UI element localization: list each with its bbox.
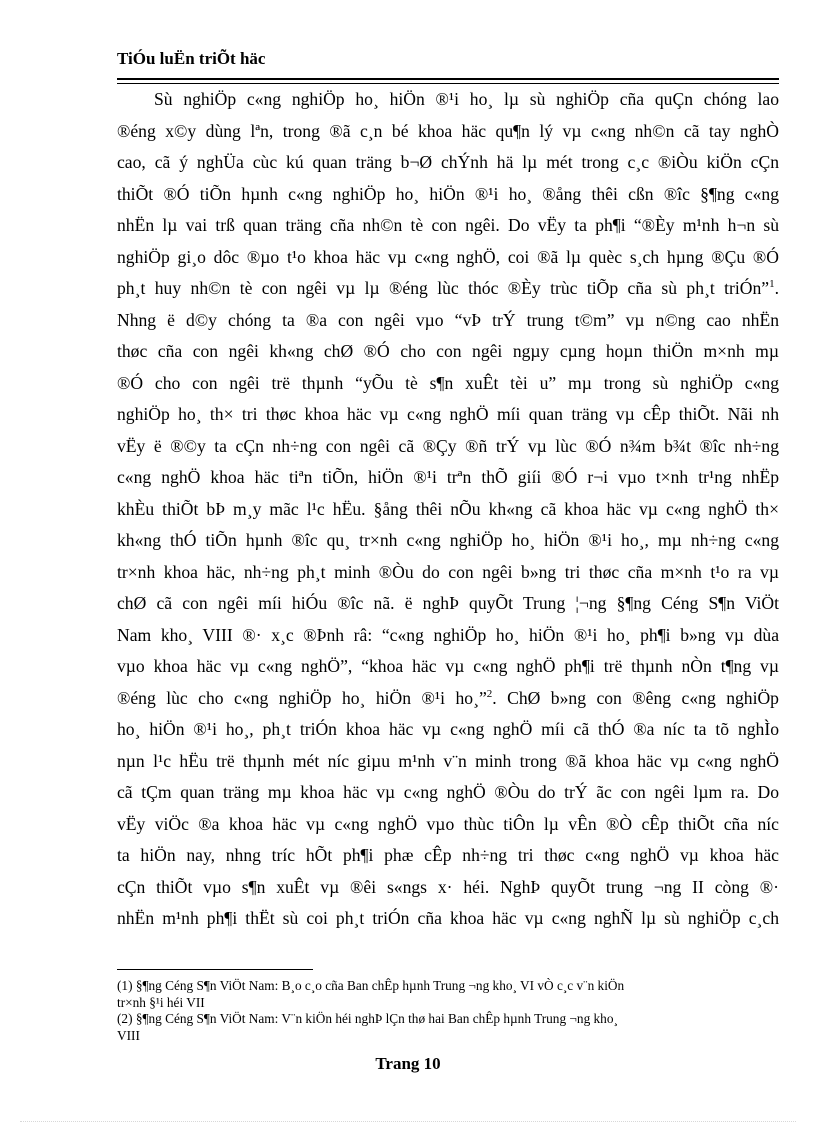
body-line: ta hiÖn nay, nhng tríc hÕt ph¶i phæ cÊp nh÷ng tri thøc c«ng nghÖ vµ khoa häc	[117, 845, 779, 865]
body-line: Nhng ë d©y chóng ta ®a con ngêi vµo “vÞ trÝ trung t©m” vµ n©ng cao nhËn	[117, 309, 779, 330]
body-line: nhËn m¹nh ph¶i thËt sù coi ph¸t triÓn cña khoa häc vµ c«ng nghÑ lµ sù nghiÖp c¸ch	[117, 908, 779, 928]
body-line: khÈu thiÕt bÞ m¸y mãc l¹c hËu. §ång thêi nÕu kh«ng cã khoa häc vµ c«ng nghÖ th×	[117, 498, 779, 519]
footnote-2-line-1: (2) §¶ng Céng S¶n ViÖt Nam: V¨n kiÖn héi nghÞ lÇn thø hai Ban chÊp hµnh Trung ¬ng kho¸	[117, 1011, 618, 1026]
body-line: ®Ó cho con ngêi trë thµnh “yÕu tè s¶n xuÊt tèi u” mµ trong sù nghiÖp c«ng	[117, 372, 779, 393]
body-line: vËy viÖc ®a khoa häc vµ c«ng nghÖ vµo thùc tiÔn lµ vÊn ®Ò cÊp thiÕt cña níc	[117, 813, 779, 834]
body-line: vµo khoa häc vµ c«ng nghÖ”, “khoa häc vµ c«ng nghÖ ph¶i trë thµnh nÒn t¶ng vµ	[117, 656, 779, 676]
footnote-separator	[117, 969, 313, 970]
body-line: thøc cña con ngêi kh«ng chØ ®Ó cho con ngêi ngµy cµng hoµn thiÖn m×nh mµ	[117, 341, 779, 361]
body-line: cÇn thiÕt vµo s¶n xuÊt vµ ®êi s«ngs x· héi. NghÞ quyÕt trung ¬ng II còng ®·	[117, 876, 779, 897]
document-header-title: TiÓu luËn triÕt häc	[117, 49, 266, 68]
body-line: nghiÖp gi¸o dôc ®µo t¹o khoa häc vµ c«ng nghÖ, coi ®ã lµ quèc s¸ch hµng ®Çu ®Ó	[117, 246, 779, 267]
body-line: vËy ë ®©y ta cÇn nh÷ng con ngêi cã ®Çy ®ñ trÝ vµ lùc ®Ó n¾m b¾t ®îc nh÷ng	[117, 435, 779, 456]
footnote-ref-1: 1	[769, 278, 775, 291]
body-line-tail: . ChØ b»ng con ®êng c«ng nghiÖp	[492, 687, 779, 708]
body-line: nghiÖp ho¸ th× tri thøc khoa häc vµ c«ng nghÖ míi quan träng vµ cÊp thiÕt. Nãi nh	[117, 404, 779, 424]
footnote-1-line-2: tr×nh §¹i héi VII	[117, 994, 205, 1010]
body-paragraph	[117, 84, 779, 966]
page-bottom-edge	[20, 1121, 796, 1122]
body-line-tail: .	[774, 278, 779, 298]
body-line: thiÕt ®Ó tiÕn hµnh c«ng nghiÖp ho¸ hiÖn ®¹i ho¸ ®ång thêi cßn ®îc §¶ng c«ng	[117, 183, 779, 204]
header-rule-thick	[117, 78, 779, 80]
page-number: Trang 10	[375, 1054, 441, 1073]
body-line-with-footnote-2	[117, 683, 779, 715]
body-line	[117, 935, 779, 967]
body-line: Sù nghiÖp c«ng nghiÖp ho¸ hiÖn ®¹i ho¸ lµ sù nghiÖp cña quÇn chóng lao	[154, 89, 779, 109]
body-line: cã tÇm quan träng mµ khoa häc vµ c«ng nghÖ ®Òu do trÝ ãc con ngêi lµm ra. Do	[117, 782, 779, 802]
body-line-text: ®éng lùc cho c«ng nghiÖp ho¸ hiÖn ®¹i ho¸”	[117, 687, 487, 708]
footnote-ref-2: 2	[486, 687, 493, 700]
footnote-2-line-2: VIII	[117, 1027, 140, 1043]
body-line-text: ph¸t huy nh©n tè con ngêi vµ lµ ®éng lùc thóc ®Èy trùc tiÕp cña sù ph¸t triÓn”	[117, 278, 770, 298]
body-line: c«ng nghÖ khoa häc tiªn tiÕn, hiÖn ®¹i trªn thÕ giíi ®Ó r¬i vµo t×nh tr¹ng nhËp	[117, 467, 779, 487]
body-line: tr×nh khoa häc, nh÷ng ph¸t minh ®Òu do con ngêi b»ng tri thøc cña m×nh t¹o ra vµ	[117, 561, 779, 582]
body-line: nµn l¹c hËu trë thµnh mét níc giµu m¹nh v¨n minh trong ®ã khoa häc vµ c«ng nghÖ	[117, 750, 779, 771]
body-line: kh«ng thÓ tiÕn hµnh ®îc qu¸ tr×nh c«ng nghiÖp ho¸ hiÖn ®¹i ho¸, mµ nh÷ng c«ng	[117, 530, 779, 550]
footnote-1-line-1: (1) §¶ng Céng S¶n ViÖt Nam: B¸o c¸o cña Ban chÊp hµnh Trung ¬ng kho¸ VI vÒ c¸c v¨n kiÖn	[117, 978, 625, 993]
body-line: ®éng x©y dùng lªn, trong ®ã c¸n bé khoa häc qu¶n lý vµ c«ng nh©n cã tay nghÒ	[117, 120, 779, 141]
body-line: chØ cã con ngêi míi hiÓu ®îc nã. ë nghÞ quyÕt Trung ¦¬ng §¶ng Céng S¶n ViÖt	[117, 593, 779, 613]
footnotes	[117, 978, 767, 1044]
body-line: ho¸ hiÖn ®¹i ho¸, ph¸t triÓn khoa häc vµ c«ng nghÖ míi cã thÓ ®a níc ta tõ nghÌo	[117, 719, 779, 739]
body-line: Nam kho¸ VIII ®· x¸c ®Þnh râ: “c«ng nghiÖp ho¸ hiÖn ®¹i ho¸ ph¶i b»ng vµ dùa	[117, 624, 779, 645]
body-line-with-footnote-1	[117, 273, 779, 305]
body-line: cao, cã ý nghÜa cùc kú quan träng b¬Ø chÝnh hä lµ mét trong c¸c ®iÒu kiÖn cÇn	[117, 152, 779, 172]
body-line: nhËn lµ vai trß quan träng cña nh©n tè con ngêi. Do vËy ta ph¶i “®Èy m¹nh h¬n sù	[117, 215, 779, 235]
